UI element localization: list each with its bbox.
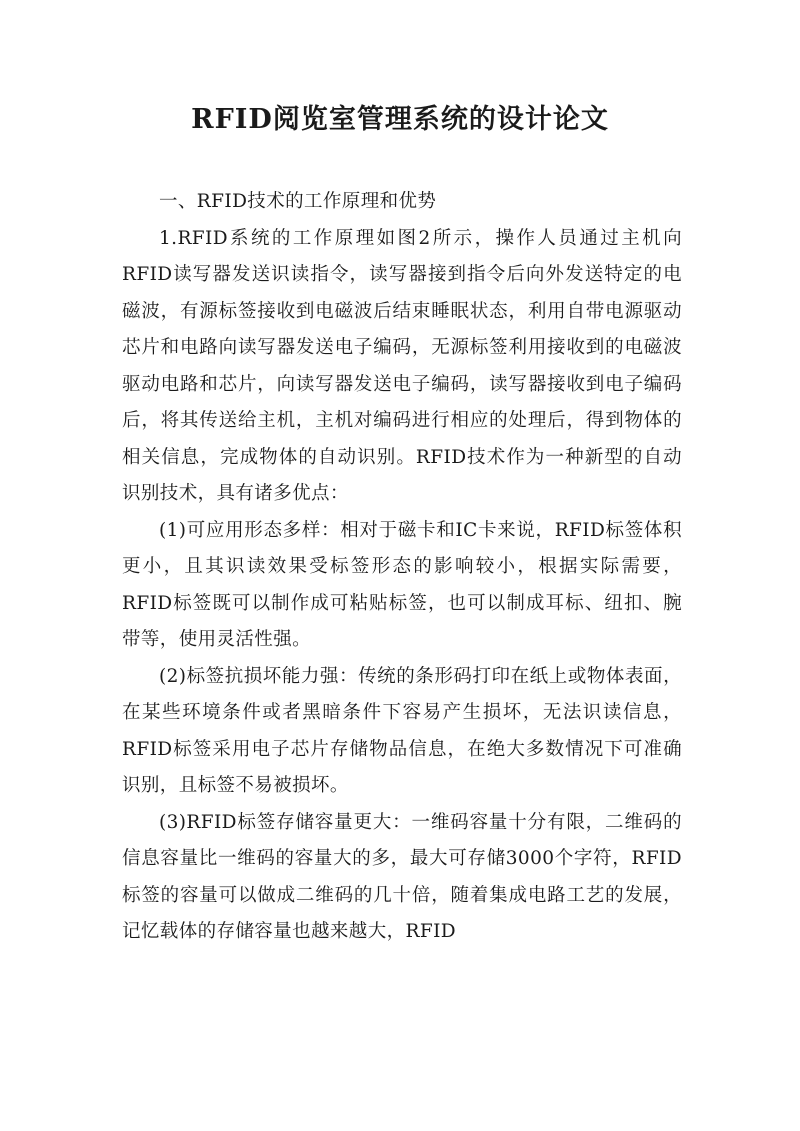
paragraph-working-principle: 1.RFID系统的工作原理如图2所示，操作人员通过主机向RFID读写器发送识读指令，读写器接到指令后向外发送特定的电磁波，有源标签接收到电磁波后结束睡眠状态，利用自带电源驱动芯片和电路向读写器发送电子编码，无源标签利用接收到的电磁波驱动电路和芯片，向读写器发送电子编码，读写器接收到电子编码后，将其传送给主机，主机对编码进行相应的处理后，得到物体的相关信息，完成物体的自动识别。RFID技术作为一种新型的自动识别技术，具有诸多优点：	[122, 227, 682, 504]
document-title: RFID阅览室管理系统的设计论文	[191, 104, 609, 135]
section-heading: 一、RFID技术的工作原理和优势	[159, 191, 437, 212]
document-body	[122, 184, 682, 951]
paragraph-advantage-1: (1)可应用形态多样：相对于磁卡和IC卡来说，RFID标签体积更小，且其识读效果受标签形态的影响较小，根据实际需要，RFID标签既可以制作成可粘贴标签，也可以制成耳标、纽扣、腕带等，使用灵活性强。	[122, 519, 682, 650]
paragraph-advantage-2: (2)标签抗损坏能力强：传统的条形码打印在纸上或物体表面，在某些环境条件或者黑暗条件下容易产生损坏，无法识读信息，RFID标签采用电子芯片存储物品信息，在绝大多数情况下可准确识别，且标签不易被损坏。	[122, 665, 682, 796]
paragraph-advantage-3: (3)RFID标签存储容量更大：一维码容量十分有限，二维码的信息容量比一维码的容量大的多，最大可存储3000个字符，RFID标签的容量可以做成二维码的几十倍，随着集成电路工艺的发展，记忆载体的存储容量也越来越大，RFID	[122, 811, 682, 942]
